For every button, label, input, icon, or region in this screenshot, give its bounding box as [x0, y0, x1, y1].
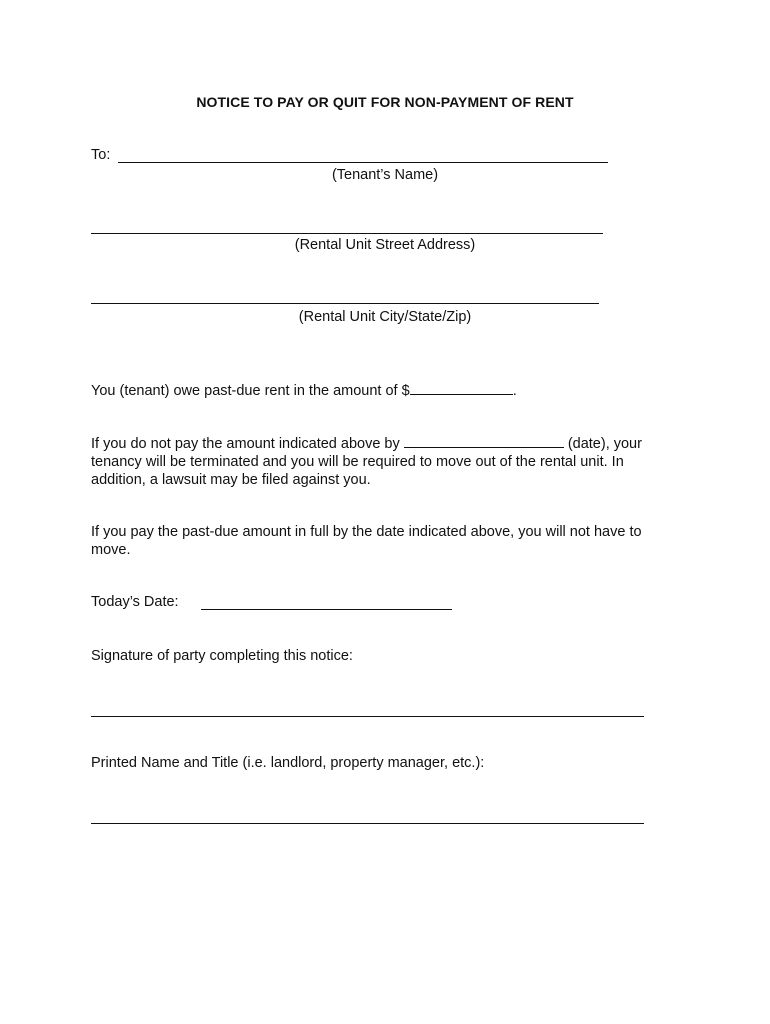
pay-in-full-paragraph: If you pay the past-due amount in full by the date indicated above, you will not have to move.: [91, 524, 642, 558]
amount-owed-field[interactable]: [410, 380, 513, 395]
tenant-name-field[interactable]: [118, 162, 608, 163]
page-title: NOTICE TO PAY OR QUIT FOR NON-PAYMENT OF RENT: [196, 94, 574, 110]
deadline-paragraph: [91, 433, 671, 489]
signature-label: Signature of party completing this notice:: [91, 648, 353, 664]
printed-name-label: Printed Name and Title (i.e. landlord, property manager, etc.):: [91, 755, 485, 771]
printed-name-field[interactable]: [91, 823, 644, 824]
street-address-caption: (Rental Unit Street Address): [294, 237, 476, 253]
deadline-date-field[interactable]: [404, 433, 564, 448]
deadline-suffix: (date), your tenancy will be terminated and you will be required to move out of the rental unit. In addition, a lawsuit may be filed against you.: [91, 436, 642, 488]
todays-date-label: Today’s Date:: [91, 594, 179, 610]
todays-date-field[interactable]: [201, 609, 452, 610]
city-state-zip-caption: (Rental Unit City/State/Zip): [298, 309, 472, 325]
amount-owed-suffix: .: [512, 383, 517, 399]
signature-field[interactable]: [91, 716, 644, 717]
amount-owed-prefix: You (tenant) owe past-due rent in the amount of $: [91, 383, 410, 399]
city-state-zip-field[interactable]: [91, 303, 599, 304]
amount-owed-line: [91, 380, 517, 399]
to-label: To:: [91, 147, 111, 163]
street-address-field[interactable]: [91, 233, 603, 234]
tenant-name-caption: (Tenant’s Name): [331, 167, 439, 183]
deadline-prefix: If you do not pay the amount indicated above by: [91, 436, 400, 452]
